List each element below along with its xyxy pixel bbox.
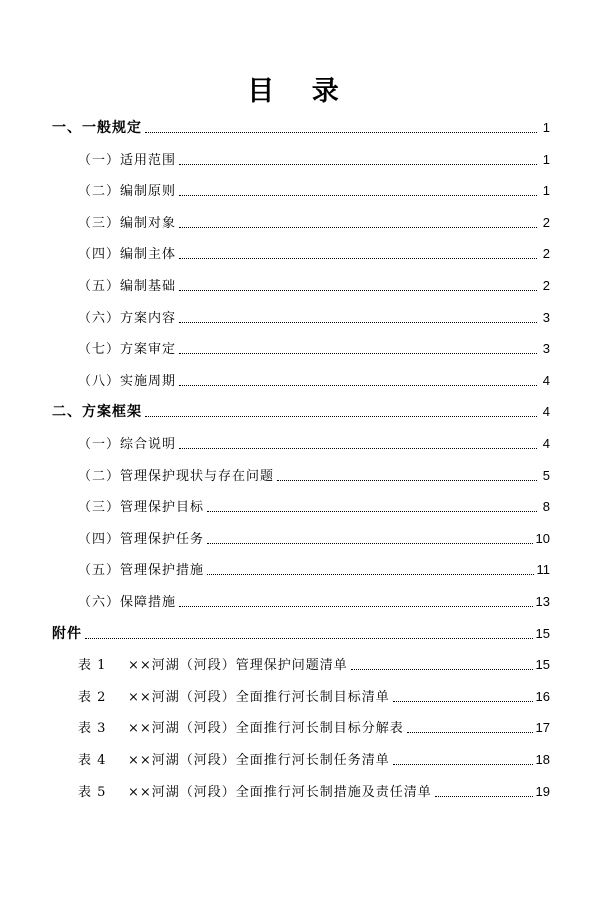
toc-page-number: 15 — [535, 657, 550, 673]
toc-entry-label: 附件 — [52, 625, 82, 642]
toc-dot-leader — [351, 668, 533, 670]
toc-page-number: 10 — [535, 530, 550, 546]
toc-subsection-entry[interactable] — [78, 495, 550, 519]
toc-subsection-entry[interactable] — [78, 274, 550, 298]
toc-dot-leader — [179, 257, 537, 259]
toc-subsection-entry[interactable] — [78, 590, 550, 614]
toc-entry-label: （四）编制主体 — [78, 247, 177, 263]
toc-page-number: 1 — [542, 120, 550, 135]
toc-entry-label: ××河湖（河段）全面推行河长制目标清单 — [128, 689, 390, 705]
toc-page-number: 11 — [536, 562, 550, 578]
toc-entry-label: （八）实施周期 — [78, 373, 177, 389]
toc-page-number: 3 — [542, 309, 550, 325]
toc-entry-label: 二、方案框架 — [52, 404, 142, 421]
toc-dot-leader — [145, 131, 537, 133]
toc-dot-leader — [207, 542, 533, 544]
toc-dot-leader — [179, 163, 537, 165]
toc-page-number: 2 — [542, 246, 550, 262]
toc-dot-leader — [393, 763, 533, 765]
toc-dot-leader — [179, 352, 537, 354]
toc-entry-label: （五）管理保护措施 — [78, 563, 205, 579]
toc-table-number: 表 5 — [78, 784, 107, 800]
toc-dot-leader — [179, 605, 533, 607]
toc-subsection-entry[interactable] — [78, 369, 550, 393]
toc-entry-label: ××河湖（河段）全面推行河长制任务清单 — [128, 753, 390, 768]
toc-page-number: 1 — [542, 183, 550, 199]
toc-page-number: 2 — [542, 214, 550, 230]
toc-dot-leader — [179, 321, 537, 323]
toc-dot-leader — [393, 700, 533, 702]
toc-dot-leader — [277, 479, 537, 481]
toc-dot-leader — [145, 415, 537, 417]
toc-entry-label: （六）保障措施 — [78, 595, 177, 610]
toc-entry-label: （五）编制基础 — [78, 279, 177, 294]
toc-appendix-entry[interactable] — [78, 716, 550, 740]
toc-entry-label: （一）适用范围 — [78, 152, 177, 168]
toc-dot-leader — [207, 573, 533, 575]
toc-dot-leader — [207, 510, 537, 512]
toc-subsection-entry[interactable] — [78, 337, 550, 361]
toc-appendix-entry[interactable] — [78, 653, 550, 677]
toc-section-entry[interactable] — [52, 116, 550, 140]
toc-section-entry[interactable] — [52, 400, 550, 424]
toc-entry-label: （七）方案审定 — [78, 342, 177, 358]
toc-page-number: 18 — [535, 752, 550, 767]
toc-dot-leader — [85, 637, 533, 639]
toc-entry-label: （六）方案内容 — [78, 310, 177, 326]
toc-table-number: 表 4 — [78, 753, 107, 768]
toc-entry-label: （二）管理保护现状与存在问题 — [78, 468, 275, 484]
toc-dot-leader — [179, 384, 537, 386]
toc-entry-label: （三）编制对象 — [78, 215, 177, 231]
toc-page-number: 15 — [535, 625, 550, 641]
toc-title: 目 录 — [247, 76, 353, 107]
toc-page-number: 17 — [535, 720, 550, 736]
toc-page-number: 16 — [535, 688, 550, 704]
toc-table-number: 表 3 — [78, 721, 107, 737]
toc-dot-leader — [179, 447, 537, 449]
toc-page-number: 8 — [542, 499, 550, 515]
toc-subsection-entry[interactable] — [78, 179, 550, 203]
toc-dot-leader — [179, 194, 537, 196]
toc-subsection-entry[interactable] — [78, 432, 550, 456]
toc-page-number: 4 — [542, 372, 550, 388]
toc-dot-leader — [179, 226, 537, 228]
toc-table-number: 表 1 — [78, 658, 107, 674]
toc-page-number: 4 — [542, 404, 550, 420]
toc-page-number: 5 — [542, 467, 550, 483]
toc-entry-label: ××河湖（河段）全面推行河长制目标分解表 — [128, 721, 404, 737]
toc-dot-leader — [435, 795, 533, 797]
toc-entry-label: （一）综合说明 — [78, 437, 177, 452]
toc-page-number: 2 — [542, 278, 550, 293]
toc-section-entry[interactable] — [52, 622, 550, 646]
toc-subsection-entry[interactable] — [78, 306, 550, 330]
toc-entry-label: 一、一般规定 — [52, 120, 142, 136]
toc-page-number: 3 — [542, 341, 550, 357]
toc-page-number: 1 — [542, 151, 550, 167]
toc-subsection-entry[interactable] — [78, 464, 550, 488]
toc-page-number: 13 — [535, 594, 550, 609]
toc-subsection-entry[interactable] — [78, 558, 550, 582]
toc-entry-label: ××河湖（河段）管理保护问题清单 — [128, 658, 348, 674]
toc-appendix-entry[interactable] — [78, 748, 550, 772]
toc-entry-label: （三）管理保护目标 — [78, 500, 205, 516]
toc-subsection-entry[interactable] — [78, 211, 550, 235]
toc-entry-label: （四）管理保护任务 — [78, 531, 205, 547]
toc-subsection-entry[interactable] — [78, 148, 550, 172]
toc-page-number: 4 — [542, 436, 550, 451]
toc-table-number: 表 2 — [78, 689, 107, 705]
toc-page-number: 19 — [535, 783, 550, 799]
toc-subsection-entry[interactable] — [78, 242, 550, 266]
toc-subsection-entry[interactable] — [78, 527, 550, 551]
toc-dot-leader — [179, 289, 537, 291]
toc-entry-label: （二）编制原则 — [78, 184, 177, 200]
toc-entry-label: ××河湖（河段）全面推行河长制措施及责任清单 — [128, 784, 432, 800]
toc-appendix-entry[interactable] — [78, 685, 550, 709]
toc-appendix-entry[interactable] — [78, 780, 550, 804]
toc-dot-leader — [407, 731, 533, 733]
